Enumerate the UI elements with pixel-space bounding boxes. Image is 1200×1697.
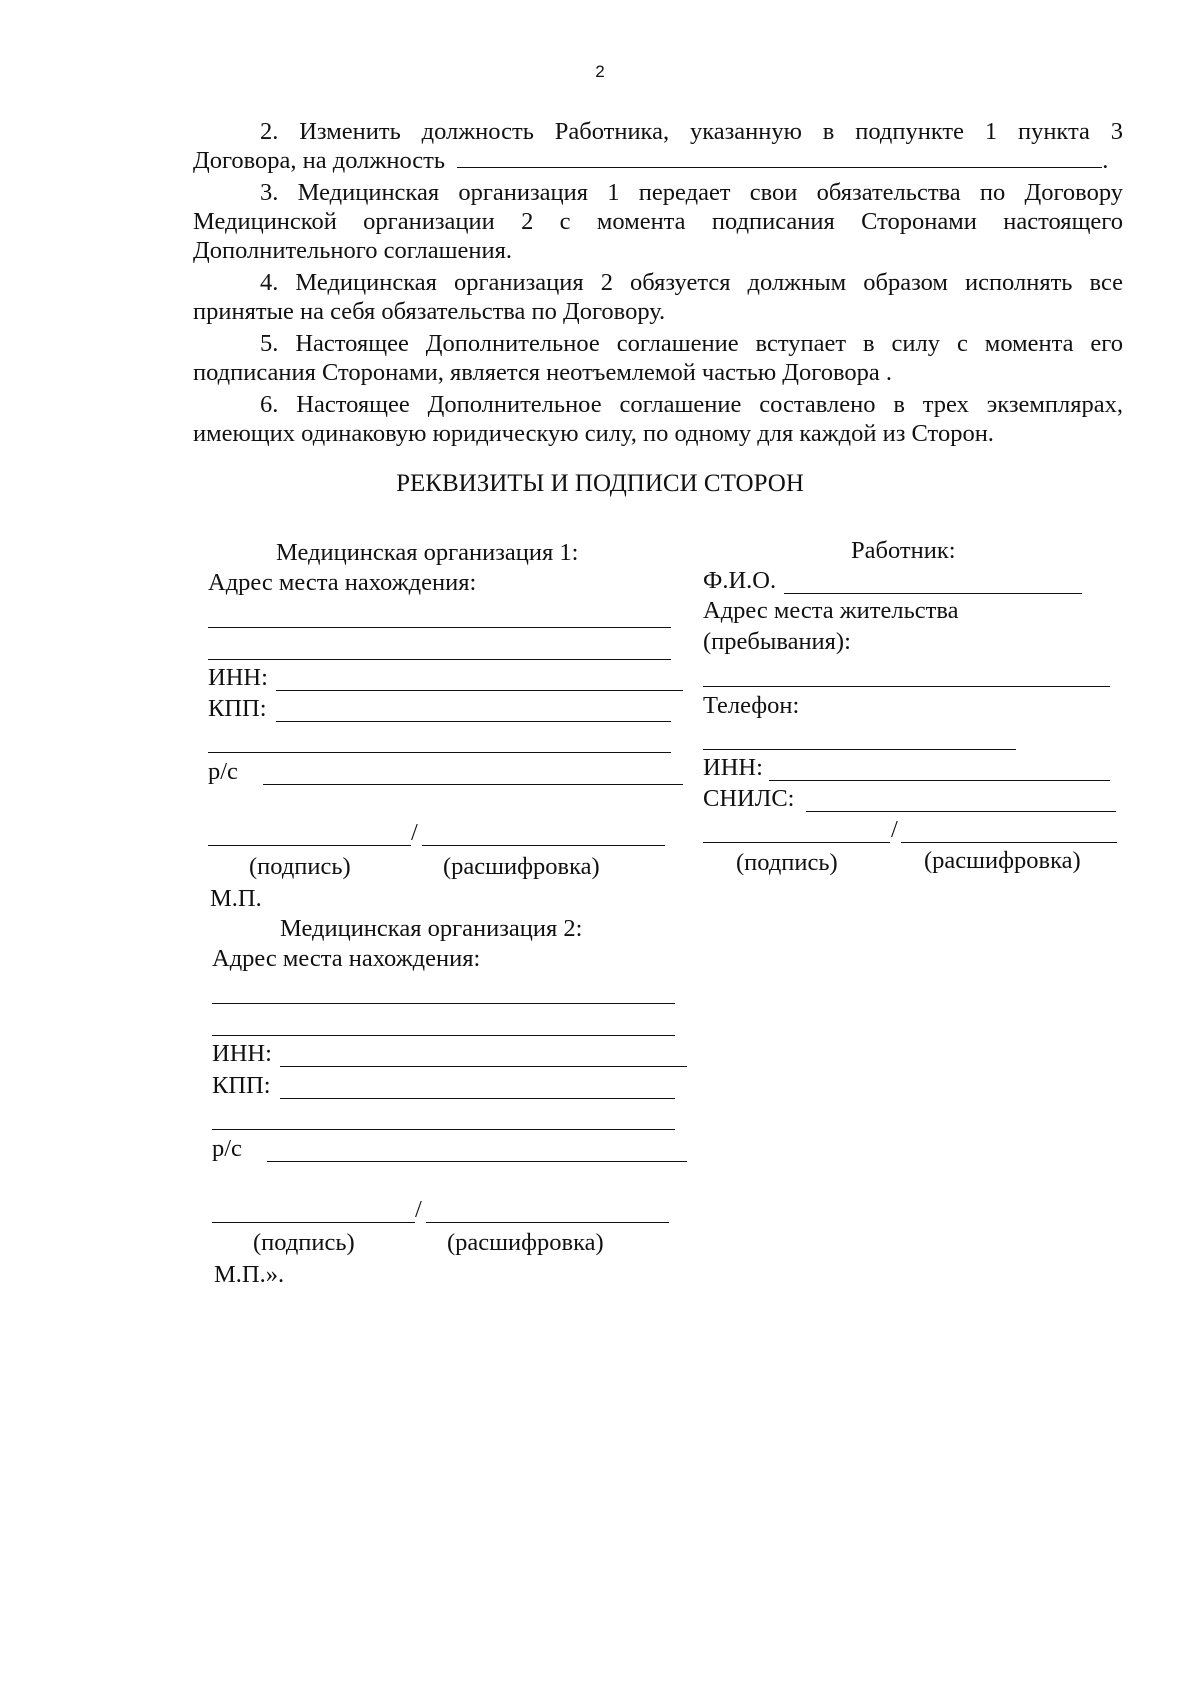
worker-transcript-label: (расшифровка) bbox=[924, 847, 1081, 874]
org2-address-line-1 bbox=[212, 1003, 675, 1004]
page-number: 2 bbox=[595, 62, 605, 81]
org1-kpp-line bbox=[276, 721, 671, 722]
worker-fio-label: Ф.И.О. bbox=[703, 567, 777, 594]
worker-phone-line bbox=[703, 749, 1016, 750]
worker-transcript-line bbox=[901, 842, 1117, 843]
org1-address-line-1 bbox=[208, 627, 671, 628]
org2-kpp-line bbox=[280, 1098, 675, 1099]
org2-extra-line bbox=[212, 1129, 675, 1130]
org1-inn-line bbox=[276, 690, 683, 691]
worker-snils-line bbox=[806, 811, 1116, 812]
worker-signature-label: (подпись) bbox=[736, 849, 838, 876]
org2-account-label: р/с bbox=[212, 1135, 242, 1162]
org1-address-line-2 bbox=[208, 659, 671, 660]
paragraph-3: 3. Медицинская организация 1 передает свои обязательства по Договору Медицинской организации 2 с момента подписания Сторонами настоящего Дополнительного соглашения. bbox=[193, 179, 1123, 264]
worker-address-line bbox=[703, 686, 1110, 687]
org1-account-line bbox=[263, 784, 683, 785]
worker-slash: / bbox=[891, 816, 898, 843]
paragraph-5: 5. Настоящее Дополнительное соглашение вступает в силу с момента его подписания Сторонами, является неотъемлемой частью Договора . bbox=[193, 330, 1123, 386]
org1-kpp-label: КПП: bbox=[208, 695, 267, 722]
org2-signature-label: (подпись) bbox=[253, 1229, 355, 1256]
org2-transcript-label: (расшифровка) bbox=[447, 1229, 604, 1256]
worker-inn-line bbox=[769, 780, 1110, 781]
org1-extra-line bbox=[208, 752, 671, 753]
worker-address-label-2: (пребывания): bbox=[703, 628, 851, 655]
org2-signature-line bbox=[212, 1222, 415, 1223]
worker-phone-label: Телефон: bbox=[703, 692, 800, 719]
worker-snils-label: СНИЛС: bbox=[703, 785, 795, 812]
paragraph-2-text: Договора, на должность bbox=[193, 147, 446, 174]
paragraph-2-line-1: 2. Изменить должность Работника, указанную в подпункте 1 пункта 3 bbox=[260, 118, 1123, 145]
paragraph-4: 4. Медицинская организация 2 обязуется должным образом исполнять все принятые на себя обязательства по Договору. bbox=[193, 269, 1123, 325]
org2-inn-label: ИНН: bbox=[212, 1040, 272, 1067]
worker-heading: Работник: bbox=[851, 537, 956, 564]
org2-heading: Медицинская организация 2: bbox=[280, 915, 583, 942]
org2-kpp-label: КПП: bbox=[212, 1072, 271, 1099]
org2-slash: / bbox=[415, 1196, 422, 1223]
org2-account-line bbox=[267, 1161, 687, 1162]
section-title: РЕКВИЗИТЫ И ПОДПИСИ СТОРОН bbox=[396, 470, 804, 497]
worker-fio-line bbox=[784, 593, 1082, 594]
org1-account-label: р/с bbox=[208, 758, 238, 785]
org2-address-line-2 bbox=[212, 1035, 675, 1036]
org2-seal: М.П.». bbox=[214, 1261, 285, 1288]
paragraph-6: 6. Настоящее Дополнительное соглашение составлено в трех экземплярах, имеющих одинаковую юридическую силу, по одному для каждой из Сторон. bbox=[193, 391, 1123, 447]
org2-address-label: Адрес места нахождения: bbox=[212, 945, 481, 972]
paragraph-2-line-2 bbox=[193, 146, 1108, 175]
worker-address-label-1: Адрес места жительства bbox=[703, 597, 959, 624]
org1-address-label: Адрес места нахождения: bbox=[208, 569, 477, 596]
org1-slash: / bbox=[411, 819, 418, 846]
paragraph-2-end: . bbox=[1102, 147, 1109, 174]
worker-signature-line bbox=[703, 842, 890, 843]
worker-inn-label: ИНН: bbox=[703, 754, 763, 781]
org1-heading: Медицинская организация 1: bbox=[276, 539, 579, 566]
org2-inn-line bbox=[280, 1066, 687, 1067]
org1-transcript-label: (расшифровка) bbox=[443, 853, 600, 880]
position-blank-line bbox=[457, 167, 1102, 168]
org1-signature-line bbox=[208, 845, 411, 846]
org1-transcript-line bbox=[422, 845, 665, 846]
org2-transcript-line bbox=[426, 1222, 669, 1223]
org1-inn-label: ИНН: bbox=[208, 664, 268, 691]
org1-signature-label: (подпись) bbox=[249, 853, 351, 880]
org1-seal: М.П. bbox=[210, 885, 262, 912]
